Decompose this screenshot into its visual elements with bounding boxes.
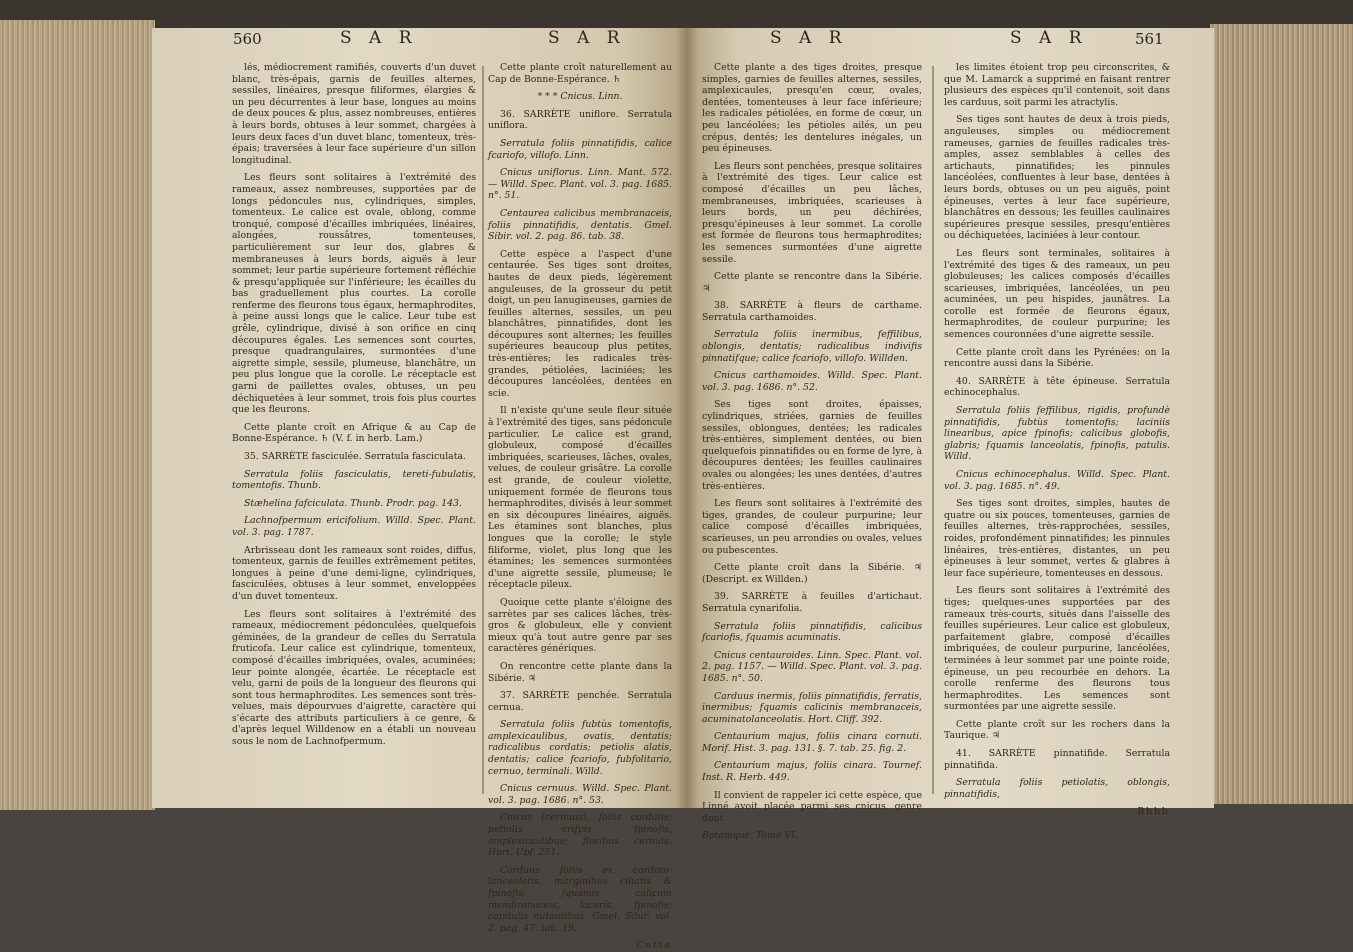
paragraph: Serratula foliis inermibus, feffilibus, oblongis, dentatis; radicalibus indivifis pinnatifque; calice fcariofo, villofo. Willden. <box>702 329 922 364</box>
paragraph: Carduus foliis ex cordato-lanceolatis, marginibus ciliatis & fpinofis; fquamis calicum membranaceis, laceris, fpinofis; capitulis nutantibus. Gmel. Sibir. vol. 2. pag. 47. tab. 19. <box>488 864 672 934</box>
paragraph: Cnicus carthamoides. Willd. Spec. Plant. vol. 3. pag. 1686. n°. 52. <box>702 370 922 393</box>
paragraph: Il convient de rappeler ici cette espèce, que Linné avoit placée parmi ses cnicus, genre dont <box>702 789 922 824</box>
right-page-edges <box>1210 24 1353 804</box>
paragraph: Quoique cette plante s'éloigne des sarrètes par ses calices lâches, très-gros & globuleux, elle y convient mieux qu'à tout autre genre par ses caractères génériques. <box>488 596 672 655</box>
left-column-2 <box>488 62 672 952</box>
paragraph: * * * Cnicus. Linn. <box>537 91 623 103</box>
paragraph: lés, médiocrement ramifiés, couverts d'un duvet blanc, très-épais, garnis de feuilles alternes, sessiles, linéaires, presque filiformes, élargies & un peu décurrentes à leur base, longues au moins de deux pouces & plus, assez nombreuses, entières à leurs bords, obtuses à leur sommet, chargées à leurs deux faces d'un duvet blanc, tomenteux, très-épais; traversées à leur face supérieure d'un sillon longitudinal. <box>232 62 476 166</box>
right-column-2 <box>944 62 1170 818</box>
paragraph: Bbbb <box>1137 806 1170 818</box>
paragraph: Cnicus cernuus. Willd. Spec. Plant. vol. 3. pag. 1686. n°. 53. <box>488 783 672 806</box>
right-column-rule <box>932 66 934 794</box>
paragraph: Botanique. Tome VI. <box>702 830 798 842</box>
paragraph: Cette <box>636 940 672 952</box>
paragraph: Serratula foliis feffilibus, rigidis, profundè pinnatifidis, fubtùs tomentofis; laciniis linearibus, apice fpinofis; calicibus globofis, glabris; fquamis lanceolatis, fpinofis, patulis. Willd. <box>944 405 1170 463</box>
paragraph: Stæhelina fafciculata. Thunb. Prodr. pag. 143. <box>244 497 462 509</box>
right-running-head-1: S A R <box>770 28 848 48</box>
paragraph: Serratula foliis pinnatifidis, calice fcariofo, villofo. Linn. <box>488 137 672 161</box>
paragraph: Ses tiges sont droites, épaisses, cylindriques, striées, garnies de feuilles sessiles, oblongues, dentées; les radicales très-entières, simplement dentées, ou bien quelquefois pinnatifides ou en forme de lyre, à découpures dentées; les feuilles caulinaires ovales ou alongées; les unes dentées, d'autres très-entières. <box>702 399 922 492</box>
left-running-head-1: S A R <box>340 28 418 48</box>
paragraph: Les fleurs sont solitaires à l'extrémité des tiges, grandes, de couleur purpurine; leur calice composé d'écailles imbriquées, scarieuses, un peu arrondies ou ovales, velues ou pubescentes. <box>702 498 922 556</box>
paragraph: Arbrisseau dont les rameaux sont roides, diffus, tomenteux, garnis de feuilles extrêmement petites, longues à peine d'une demi-ligne, cylindriques, fasciculées, obtuses à leur sommet, enveloppées d'un duvet tomenteux. <box>232 544 476 602</box>
paragraph: 39. SARRÈTE à feuilles d'artichaut. Serratula cynarifolia. <box>702 591 922 614</box>
paragraph: 35. SARRÈTE fasciculée. Serratula fasciculata. <box>244 451 466 462</box>
paragraph: Cette plante croît dans la Sibérie. ♃ (Descript. ex Willden.) <box>702 562 922 585</box>
paragraph: Cette espèce a l'aspect d'une centaurée. Ses tiges sont droites, hautes de deux pieds, légèrement anguleuses, de la grosseur du petit doigt, un peu lanugineuses, garnies de feuilles alternes, sessiles, un peu blanchâtres, pinnatifides, dont les découpures sont alternes; les feuilles supérieures beaucoup plus petites, très-entières; les radicales très-grandes, pétiolées, laciniées; les découpures lancéolées, dentées en scie. <box>488 248 672 399</box>
paragraph: 36. SARRÈTE uniflore. Serratula uniflora. <box>488 108 672 132</box>
right-column-1 <box>702 62 922 842</box>
paragraph: Cette plante croît sur les rochers dans la Taurique. ♃ <box>944 718 1170 742</box>
left-column-1 <box>232 62 476 786</box>
paragraph: Cette plante se rencontre dans la Sibérie. ♃ <box>702 271 922 294</box>
paragraph: Les fleurs sont solitaires à l'extrémité des tiges; quelques-unes supportées par des rameaux très-courts, situés dans l'aisselle des feuilles supérieures. Leur calice est globuleux, parfaitement glabre, composé d'écailles imbriquées, de couleur purpurine, lancéolées, terminées à leur sommet par une pointe roide, épineuse, un peu recourbée en dehors. La corolle renferme des fleurons tous hermaphrodites. Les semences sont surmontées par une aigrette sessile. <box>944 585 1170 713</box>
paragraph: 41. SARRÈTE pinnatifide. Serratula pinnatifida. <box>944 748 1170 771</box>
paragraph: les limites étoient trop peu circonscrites, & que M. Lamarck a supprimé en faisant rentrer plusieurs des espèces qu'il contenoit, soit dans les carduus, soit parmi les atractylis. <box>944 62 1170 108</box>
left-page-number: 560 <box>233 30 262 48</box>
paragraph: Ses tiges sont hautes de deux à trois pieds, anguleuses, simples ou médiocrement rameuses, garnies de feuilles radicales très-amples, assez semblables à celles des artichauts, pinnatifides; les pinnules lancéolées, confluentes à leur base, dentées à leurs bords, obtuses ou un peu aiguës, point épineuses, vertes à leur face supérieure, blanchâtres en dessous; les feuilles caulinaires supérieures presque sessiles, presqu'entières ou déchiquetées, laciniées à leur contour. <box>944 114 1170 242</box>
paragraph: Ses tiges sont droites, simples, hautes de quatre ou six pouces, tomenteuses, garnies de feuilles alternes, très-rapprochées, sessiles, roides, profondément pinnatifides; les pinnules linéaires, très-entières, distantes, un peu épineuses à leur sommet, vertes & glabres à leur face supérieure, tomenteuses en dessous. <box>944 498 1170 579</box>
paragraph: Cnicus uniflorus. Linn. Mant. 572. — Willd. Spec. Plant. vol. 3. pag. 1685. n°. 51. <box>488 167 672 202</box>
paragraph: Centaurea calicibus membranaceis, foliis pinnatifidis, dentatis. Gmel. Sibir. vol. 2. pag. 86. tab. 38. <box>488 207 672 243</box>
paragraph: Les fleurs sont solitaires à l'extrémité des rameaux, médiocrement pédonculées, quelquefois géminées, de la grandeur de celles du Serratula fruticofa. Leur calice est cylindrique, tomenteux, composé d'écailles imbriquées, ovales, acuminées; leur pointe alongée, écartée. Le réceptacle est velu, garni de poils de la longueur des fleurons qui sont tous hermaphrodites. Les semences sont très-velues, mais dépourvues d'aigrette, caractère qui s'écarte des attributs particuliers à ce genre, & d'après lequel Willdenow en a établi un nouveau sous le nom de Lachnofpermum. <box>232 608 476 748</box>
paragraph: Cnicus centauroides. Linn. Spec. Plant. vol. 2. pag. 1157. — Willd. Spec. Plant. vol. 3. pag. 1685. n°. 50. <box>702 649 922 684</box>
paragraph: Serratula foliis pinnatifidis, calicibus fcariofis, fquamis acuminatis. <box>702 620 922 644</box>
paragraph: 40. SARRÈTE à tête épineuse. Serratula echinocephalus. <box>944 375 1170 399</box>
paragraph: 37. SARRÈTE penchée. Serratula cernua. <box>488 690 672 713</box>
paragraph: Cette plante a des tiges droites, presque simples, garnies de feuilles alternes, sessiles, amplexicaules, presqu'en cœur, ovales, dentées, tomenteuses à leur face inférieure; les radicales pétiolées, en forme de cœur, un peu lancéolées; les pétioles ailés, un peu crépus, dentés; les dentelures inégales, un peu épineuses. <box>702 62 922 155</box>
paragraph: Cette plante croît naturellement au Cap de Bonne-Espérance. ♄ <box>488 62 672 85</box>
paragraph: Les fleurs sont terminales, solitaires à l'extrémité des tiges & des rameaux, un peu globuleuses; les calices composés d'écailles scarieuses, imbriquées, lancéolées, un peu acuminées, un peu hispides, jaunâtres. La corolle est formée de fleurons égaux, hermaphrodites, de couleur purpurine; les semences couronnées d'une aigrette sessile. <box>944 247 1170 341</box>
book-gutter <box>676 28 698 808</box>
paragraph: Cnicus (cernuus), foliis cordatis; petiolis crifpis, fpinofis, amplexicaulibus; floribus cernuis. Hort. Upf. 251. <box>488 812 672 859</box>
right-running-head-2: S A R <box>1010 28 1088 48</box>
paragraph: Cette plante croît dans les Pyrénées: on la rencontre aussi dans la Sibérie. <box>944 346 1170 370</box>
left-column-rule <box>482 66 484 794</box>
paragraph: Cette plante croît en Afrique & au Cap de Bonne-Espérance. ♄ (V. f. in herb. Lam.) <box>232 421 476 445</box>
paragraph: Serratula foliis fubtùs tomentofis, amplexicaulibus, ovatis, dentatis; radicalibus cordatis; petiolis alatis, dentatis; calice fcariofo, fubfolitario, cernuo, terminali. Willd. <box>488 719 672 777</box>
paragraph: Centaurium majus, foliis cinara. Tournef. Inst. R. Herb. 449. <box>702 760 922 784</box>
left-running-head-2: S A R <box>548 28 626 48</box>
paragraph: Cnicus echinocephalus. Willd. Spec. Plant. vol. 3. pag. 1685. n°. 49. <box>944 469 1170 492</box>
paragraph: Les fleurs sont penchées, presque solitaires à l'extrémité des tiges. Leur calice est composé d'écailles un peu lâches, membraneuses, imbriquées, scarieuses à leurs bords, un peu déchirées, presqu'épineuses à leur sommet. La corolle est formée de fleurons tous hermaphrodites; les semences surmontées d'une aigrette sessile. <box>702 160 922 265</box>
paragraph: On rencontre cette plante dans la Sibérie. ♃ <box>488 660 672 684</box>
paragraph: Centaurium majus, foliis cinara cornuti. Morif. Hist. 3. pag. 131. §. 7. tab. 25. fig. 2. <box>702 731 922 754</box>
left-page-edges <box>0 20 155 810</box>
paragraph: Carduus inermis, foliis pinnatifidis, ferratis, inermibus; fquamis calicinis membranaceis, acuminatolanceolatis. Hort. Cliff. 392. <box>702 690 922 725</box>
paragraph: Serratula foliis fasciculatis, tereti-fubulatis, tomentofis. Thunb. <box>232 468 476 492</box>
paragraph: Il n'existe qu'une seule fleur située à l'extrémité des tiges, sans pédoncule particulier. Le calice est grand, globuleux, composé d'écailles imbriquées, scarieuses, lâches, ovales, velues, de couleur grisâtre. La corolle est grande, de couleur violette, uniquement formée de fleurons tous hermaphrodites, divisés à leur sommet en six découpures linéaires, aiguës. Les étamines sont blanches, plus longues que la corolle; le style filiforme, violet, plus long que les étamines; les semences surmontées d'une aigrette sessile, plumeuse; le réceptacle pileux. <box>488 405 672 591</box>
right-page-number: 561 <box>1135 30 1164 48</box>
paragraph: Les fleurs sont solitaires à l'extrémité des rameaux, assez nombreuses, supportées par de longs pédoncules nus, cylindriques, simples, tomenteux. Le calice est ovale, oblong, comme tronqué, composé d'écailles imbriquées, linéaires, alongées, roussâtres, tomenteuses, particulièrement sur leur dos, glabres & membraneuses à leurs bords, aiguës à leur sommet; leur partie supérieure fortement réfléchie & presqu'appliquée sur l'inférieure; les écailles du bas graduellement plus courtes. La corolle renferme des fleurons tous égaux, hermaphrodites, à peine aussi longs que le calice. Leur tube est grêle, cylindrique, divisé à son orifice en cinq découpures égales. Les semences sont courtes, presque quadrangulaires, surmontées d'une aigrette simple, sessile, plumeuse, blanchâtre, un peu plus longue que la corolle. Le réceptacle est garni de paillettes ovales, obtuses, un peu déchiquetées à leur sommet, trois fois plus courtes que les fleurons. <box>232 172 476 416</box>
paragraph: Lachnofpermum ericifolium. Willd. Spec. Plant. vol. 3. pag. 1787. <box>232 515 476 538</box>
paragraph: 38. SARRÈTE à fleurs de carthame. Serratula carthamoides. <box>702 300 922 323</box>
background <box>0 0 1353 30</box>
paragraph: Serratula foliis petiolatis, oblongis, pinnatifidis, <box>944 777 1170 800</box>
